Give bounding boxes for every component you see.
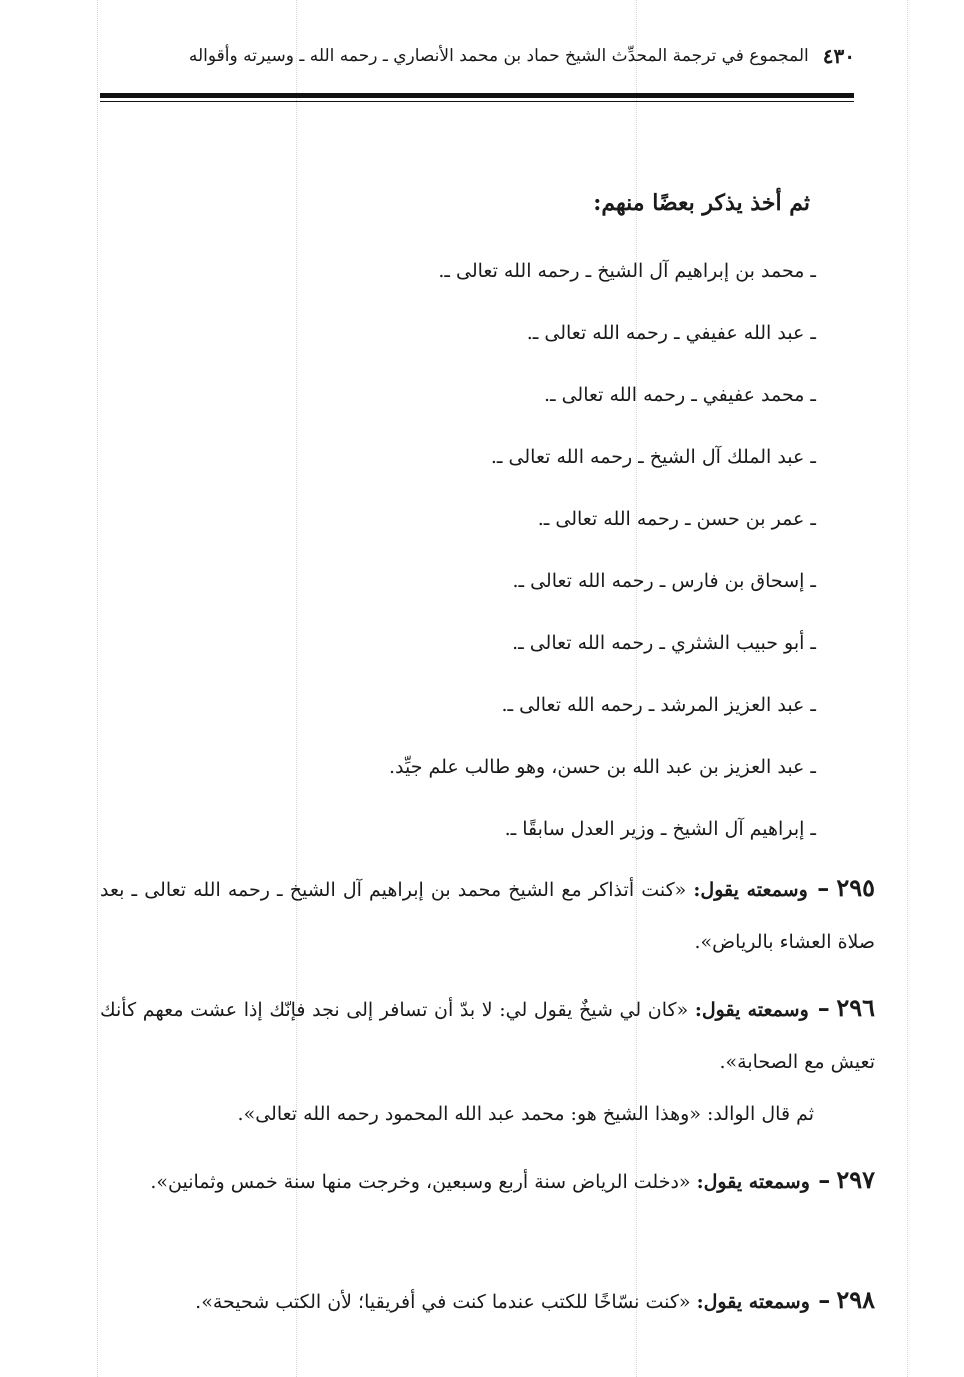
names-list <box>176 250 816 870</box>
header-rule-thick <box>100 93 854 98</box>
entry-text: «كان لي شيخٌ يقول لي: لا بدّ أن تسافر إلى نجد فإنّك إذا عشت معهم كأنك تعيش مع الصحابة». <box>100 999 875 1073</box>
list-item: ـ عبد الملك آل الشيخ ـ رحمه الله تعالى ـ. <box>490 446 816 468</box>
scan-artifact-line <box>907 0 908 1377</box>
entry-number: ٢٩٦ <box>836 993 875 1022</box>
section-heading: ثم أخذ يذكر بعضًا منهم: <box>593 190 810 216</box>
list-item: ـ إبراهيم آل الشيخ ـ وزير العدل سابقًا ـ. <box>504 818 816 840</box>
entry-295: ٢٩٥ – وسمعته يقول: «كنت أتذاكر مع الشيخ محمد بن إبراهيم آل الشيخ ـ رحمه الله تعالى ـ بعد صلاة العشاء بالرياض». <box>100 873 875 953</box>
note-after-296: ثم قال الوالد: «وهذا الشيخ هو: محمد عبد الله المحمود رحمه الله تعالى». <box>237 1103 814 1125</box>
list-item: ـ عمر بن حسن ـ رحمه الله تعالى ـ. <box>537 508 816 530</box>
page-header <box>190 44 855 68</box>
entry-296: ٢٩٦ – وسمعته يقول: «كان لي شيخٌ يقول لي: لا بدّ أن تسافر إلى نجد فإنّك إذا عشت معهم كأنك تعيش مع الصحابة». <box>100 993 875 1073</box>
list-item: ـ محمد بن إبراهيم آل الشيخ ـ رحمه الله تعالى ـ. <box>438 260 816 282</box>
header-rule-thin <box>100 101 854 102</box>
list-item: ـ عبد العزيز بن عبد الله بن حسن، وهو طالب علم جيِّد. <box>388 756 816 778</box>
scan-artifact-line <box>97 0 98 1377</box>
entry-text: «دخلت الرياض سنة أربع وسبعين، وخرجت منها سنة خمس وثمانين». <box>150 1171 691 1193</box>
list-item: ـ إسحاق بن فارس ـ رحمه الله تعالى ـ. <box>512 570 816 592</box>
entry-297: ٢٩٧ – وسمعته يقول: «دخلت الرياض سنة أربع وسبعين، وخرجت منها سنة خمس وثمانين». <box>150 1165 875 1194</box>
entry-298: ٢٩٨ – وسمعته يقول: «كنت نسّاخًا للكتب عندما كنت في أفريقيا؛ لأن الكتب شحيحة». <box>195 1285 875 1314</box>
list-item: ـ عبد العزيز المرشد ـ رحمه الله تعالى ـ. <box>501 694 816 716</box>
list-item: ـ عبد الله عفيفي ـ رحمه الله تعالى ـ. <box>526 322 816 344</box>
list-item: ـ محمد عفيفي ـ رحمه الله تعالى ـ. <box>543 384 816 406</box>
page-number: ٤٣٠ <box>822 44 855 68</box>
entry-text: «كنت نسّاخًا للكتب عندما كنت في أفريقيا؛ لأن الكتب شحيحة». <box>195 1291 691 1313</box>
list-item: ـ أبو حبيب الشثري ـ رحمه الله تعالى ـ. <box>512 632 816 654</box>
entry-lead: وسمعته يقول: <box>696 1171 810 1193</box>
entry-number: ٢٩٧ <box>836 1165 875 1194</box>
running-title: المجموع في ترجمة المحدِّث الشيخ حماد بن محمد الأنصاري ـ رحمه الله ـ وسيرته وأقواله <box>188 46 809 66</box>
entry-number: ٢٩٥ <box>836 873 875 902</box>
entry-lead: وسمعته يقول: <box>696 1291 810 1313</box>
entry-text: «كنت أتذاكر مع الشيخ محمد بن إبراهيم آل الشيخ ـ رحمه الله تعالى ـ بعد صلاة العشاء بالرياض». <box>100 879 875 953</box>
entry-lead: وسمعته يقول: <box>693 879 808 901</box>
entry-number: ٢٩٨ <box>836 1285 875 1314</box>
entry-lead: وسمعته يقول: <box>694 999 809 1021</box>
